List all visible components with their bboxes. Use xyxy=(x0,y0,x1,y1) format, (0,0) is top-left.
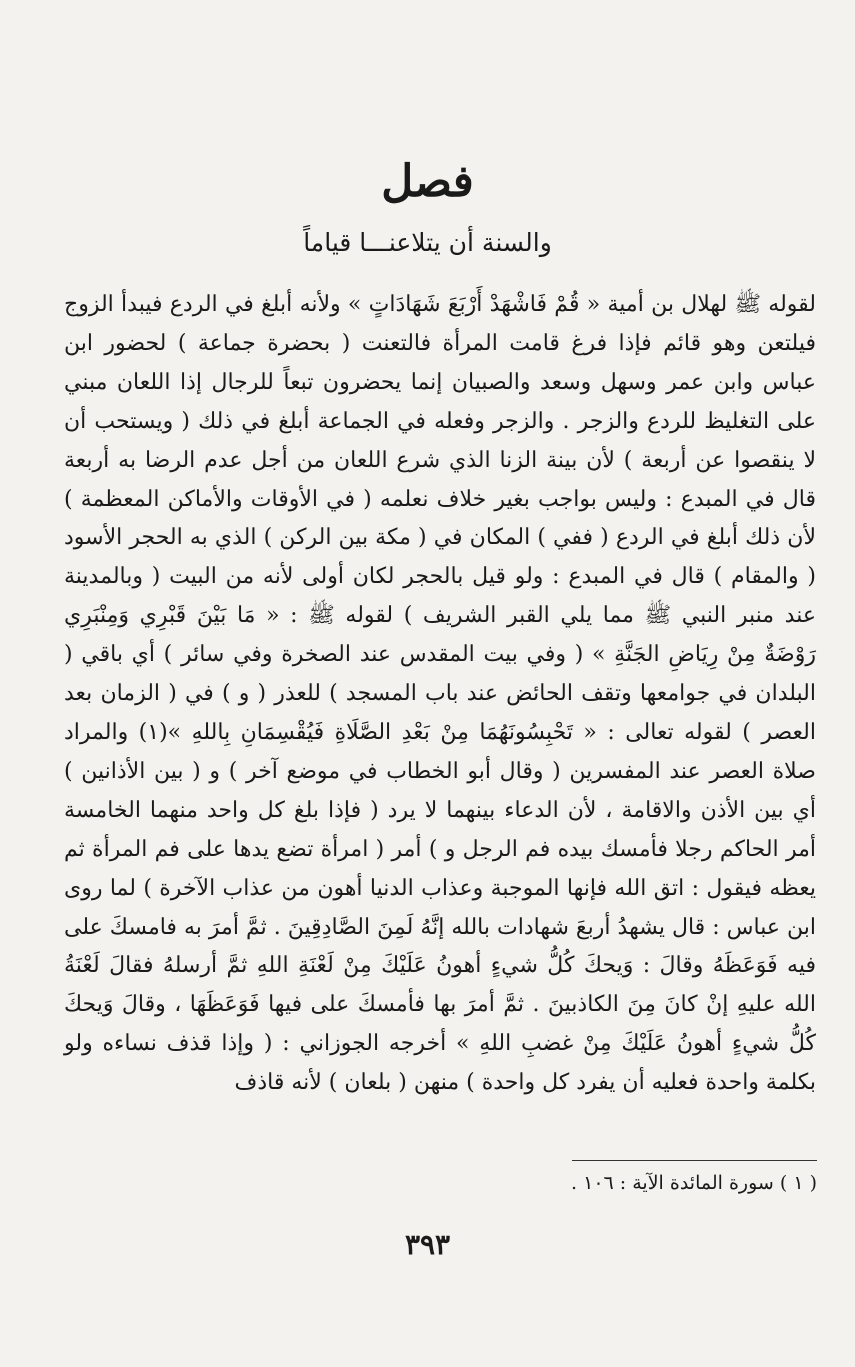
page-number: ٣٩٣ xyxy=(404,1228,451,1261)
footnote-divider xyxy=(572,1160,817,1161)
chapter-title: فصل xyxy=(381,156,474,207)
body-paragraph: لقوله ﷺ لهلال بن أمية « قُمْ فَاشْهَدْ أَرْبَعَ شَهَادَاتٍ » ولأنه أبلغ في الردع فيبدأ الزوج فيلتعن وهو قائم فإذا فرغ قامت المرأة فالتعنت ( بحضرة جماعة ) لحضور ابن عباس وابن عمر وسهل وسعد والصبيان إنما يحضرون تبعاً للرجال إذا اللعان مبني على التغليظ للردع والزجر . والزجر وفعله في الجماعة أبلغ في ذلك ( ويستحب أن لا ينقصوا عن أربعة ) لأن بينة الزنا الذي شرع اللعان من أجل عدم الرضا به أربعة قال في المبدع : وليس بواجب بغير خلاف نعلمه ( في الأوقات والأماكن المعظمة ) لأن ذلك أبلغ في الردع ( ففي ) المكان في ( مكة بين الركن ) الذي به الحجر الأسود ( والمقام ) قال في المبدع : ولو قيل بالحجر لكان أولى لأنه من البيت ( وبالمدينة عند منبر النبي ﷺ مما يلي القبر الشريف ) لقوله ﷺ : « مَا بَيْنَ قَبْرِي وَمِنْبَرِي رَوْضَةٌ مِنْ رِيَاضِ الجَنَّةِ » ( وفي بيت المقدس عند الصخرة وفي سائر ) أي باقي ( البلدان في جوامعها وتقف الحائض عند باب المسجد ) للعذر ( و ) في ( الزمان بعد العصر ) لقوله تعالى : « تَحْبِسُونَهُمَا مِنْ بَعْدِ الصَّلَاةِ فَيُقْسِمَانِ بِاللهِ »(١) والمراد صلاة العصر عند المفسرين ( وقال أبو الخطاب في موضع آخر ) و ( بين الأذانين ) أي بين الأذن والاقامة ، لأن الدعاء بينهما لا يرد ( فإذا بلغ كل واحد منهما الخامسة أمر الحاكم رجلا فأمسك بيده فم الرجل و ) أمر ( امرأة تضع يدها على فم المرأة ثم يعظه فيقول : اتق الله فإنها الموجبة وعذاب الدنيا أهون من عذاب الآخرة ) لما روى ابن عباس : قال يشهدُ أربعَ شهادات بالله إنَّهُ لَمِنَ الصَّادِقِينَ . ثمَّ أمرَ به فامسكَ على فيه فَوَعَظَهُ وقالَ : وَيحكَ كُلُّ شيءٍ أهونُ عَلَيْكَ مِنْ لَعْنَةِ اللهِ ثمَّ أرسلهُ فقالَ لَعْنَةُ الله عليهِ إنْ كانَ مِنَ الكاذبينَ . ثمَّ أمرَ بها فأمسكَ على فيها فَوَعَظَهَا ، وقالَ وَيحكَ كُلُّ شيءٍ أهونُ عَلَيْكَ مِنْ غضبِ اللهِ » أخرجه الجوزاني : ( وإذا قذف نساءه ولو بكلمة واحدة فعليه أن يفرد كل واحدة ) منهن ( بلعان ) لأنه قاذف xyxy=(64,292,816,1096)
body-text xyxy=(64,286,816,1103)
footnote: ( ١ ) سورة المائدة الآية : ١٠٦ . xyxy=(571,1172,817,1194)
section-subtitle: والسنة أن يتلاعنـــا قياماً xyxy=(303,228,552,257)
